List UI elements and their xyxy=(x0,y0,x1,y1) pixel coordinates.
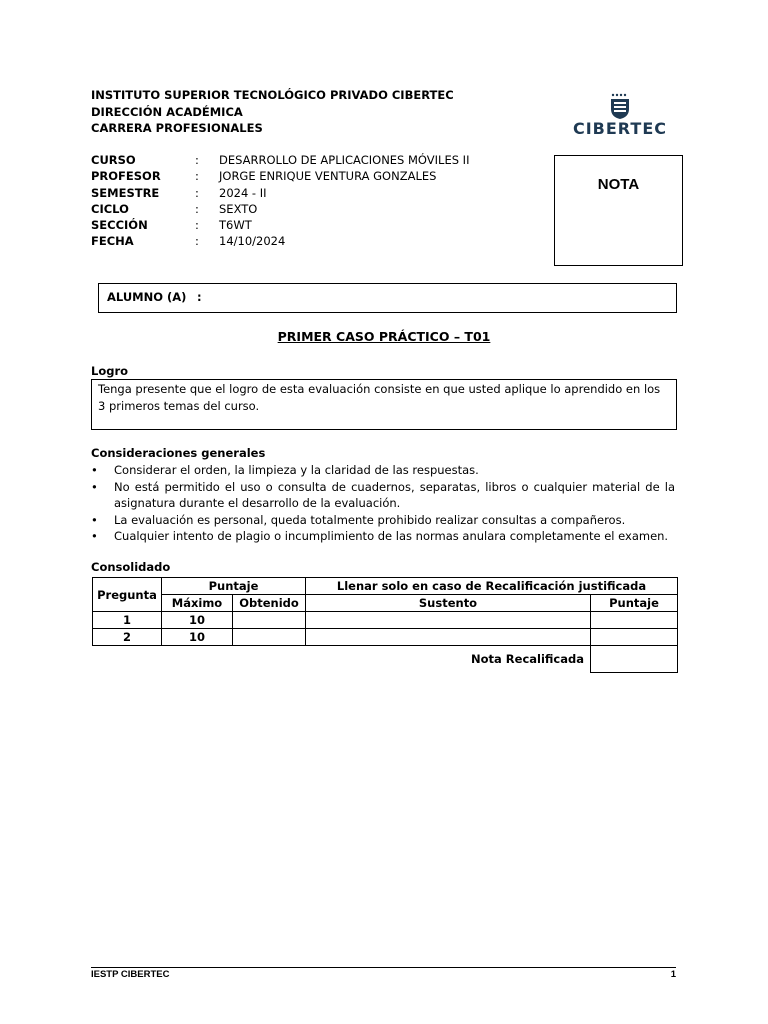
institute-name: INSTITUTO SUPERIOR TECNOLÓGICO PRIVADO CIBERTEC xyxy=(91,88,454,102)
info-colon: : xyxy=(195,201,199,216)
header-sustento: Sustento xyxy=(306,595,591,612)
cibertec-logo xyxy=(570,93,670,137)
cell-sustento[interactable] xyxy=(306,612,591,629)
logro-heading: Logro xyxy=(91,364,129,378)
info-colon: : xyxy=(195,153,199,167)
list-item-text: Considerar el orden, la limpieza y la claridad de las respuestas. xyxy=(114,463,479,477)
table-header-row xyxy=(93,578,678,595)
cell-pregunta: 1 xyxy=(93,612,162,629)
info-label: CURSO xyxy=(91,153,136,167)
logo-wordmark: CIBERTEC xyxy=(572,119,667,138)
consolidated-heading: Consolidado xyxy=(91,560,171,574)
cell-pregunta: 2 xyxy=(93,629,162,646)
info-colon: : xyxy=(195,218,199,233)
cell-puntaje[interactable] xyxy=(591,629,678,646)
header-puntaje-recalificado: Puntaje xyxy=(591,595,678,612)
bullet-icon: • xyxy=(91,463,98,477)
student-name-field[interactable] xyxy=(98,283,677,313)
nota-recalificada-cell[interactable] xyxy=(591,646,678,673)
info-row-profesor xyxy=(91,168,469,184)
consolidated-table xyxy=(92,577,678,673)
info-value: 2024 - II xyxy=(219,185,267,200)
bullet-icon: • xyxy=(91,512,98,527)
grade-label: NOTA xyxy=(597,176,640,193)
info-label: PROFESOR xyxy=(91,169,161,184)
page-number: 1 xyxy=(670,969,676,980)
cell-maximo: 10 xyxy=(162,629,233,646)
course-info xyxy=(91,152,469,250)
list-item-text: Cualquier intento de plagio o incumplimiento de las normas anulara completamente el examen. xyxy=(114,529,669,543)
list-item xyxy=(91,512,675,529)
header-puntaje: Puntaje xyxy=(162,578,306,595)
info-row-ciclo xyxy=(91,201,469,217)
grade-box[interactable] xyxy=(554,155,683,266)
info-row-fecha xyxy=(91,233,469,249)
table-subheader-row xyxy=(93,595,678,612)
cell-maximo: 10 xyxy=(162,612,233,629)
footer-divider xyxy=(91,967,676,968)
header-pregunta: Pregunta xyxy=(93,578,162,612)
info-value: T6WT xyxy=(219,218,252,233)
considerations-list xyxy=(91,462,675,545)
considerations-heading: Consideraciones generales xyxy=(91,446,266,460)
logro-box xyxy=(91,379,677,430)
list-item xyxy=(91,528,675,545)
nota-recalificada-label: Nota Recalificada xyxy=(471,652,584,667)
header-maximo: Máximo xyxy=(162,595,233,612)
footer-institution: IESTP CIBERTEC xyxy=(91,969,170,980)
info-row-seccion xyxy=(91,217,469,233)
institution-header xyxy=(91,87,454,137)
info-value: 14/10/2024 xyxy=(219,234,286,249)
bullet-icon: • xyxy=(91,479,98,494)
career-name: CARRERA PROFESIONALES xyxy=(91,121,263,135)
list-item-text: No está permitido el uso o consulta de cuadernos, separatas, libros o cualquier material de la asignatura durante el desarrollo de la evaluación. xyxy=(114,479,675,510)
info-value: DESARROLLO DE APLICACIONES MÓVILES II xyxy=(219,153,470,167)
table-row xyxy=(93,629,678,646)
info-label: SECCIÓN xyxy=(91,218,148,233)
student-label: ALUMNO (A) xyxy=(107,290,187,304)
document-title: PRIMER CASO PRÁCTICO – T01 xyxy=(277,329,491,344)
info-value: JORGE ENRIQUE VENTURA GONZALES xyxy=(219,169,437,184)
list-item-text: La evaluación es personal, queda totalmente prohibido realizar consultas a compañeros. xyxy=(114,512,626,527)
list-item xyxy=(91,462,675,479)
info-colon: : xyxy=(195,234,199,249)
header-obtenido: Obtenido xyxy=(233,595,306,612)
cell-obtenido[interactable] xyxy=(233,629,306,646)
info-label: SEMESTRE xyxy=(91,185,160,200)
info-label: CICLO xyxy=(91,201,129,216)
table-row xyxy=(93,612,678,629)
info-row-semestre xyxy=(91,185,469,201)
cell-sustento[interactable] xyxy=(306,629,591,646)
info-colon: : xyxy=(195,185,199,200)
academic-direction: DIRECCIÓN ACADÉMICA xyxy=(91,104,243,119)
bullet-icon: • xyxy=(91,529,98,543)
cell-puntaje[interactable] xyxy=(591,612,678,629)
student-colon: : xyxy=(197,290,202,304)
header-recalificacion: Llenar solo en caso de Recalificación justificada xyxy=(306,578,678,595)
info-colon: : xyxy=(195,169,199,184)
logro-text: Tenga presente que el logro de esta evaluación consiste en que usted aplique lo aprendido en los 3 primeros temas del curso. xyxy=(98,382,661,413)
nota-recalificada-row xyxy=(93,646,678,673)
cell-obtenido[interactable] xyxy=(233,612,306,629)
info-label: FECHA xyxy=(91,234,134,249)
info-value: SEXTO xyxy=(219,201,258,216)
list-item xyxy=(91,479,675,512)
shield-icon xyxy=(570,93,670,119)
info-row-curso xyxy=(91,152,469,168)
